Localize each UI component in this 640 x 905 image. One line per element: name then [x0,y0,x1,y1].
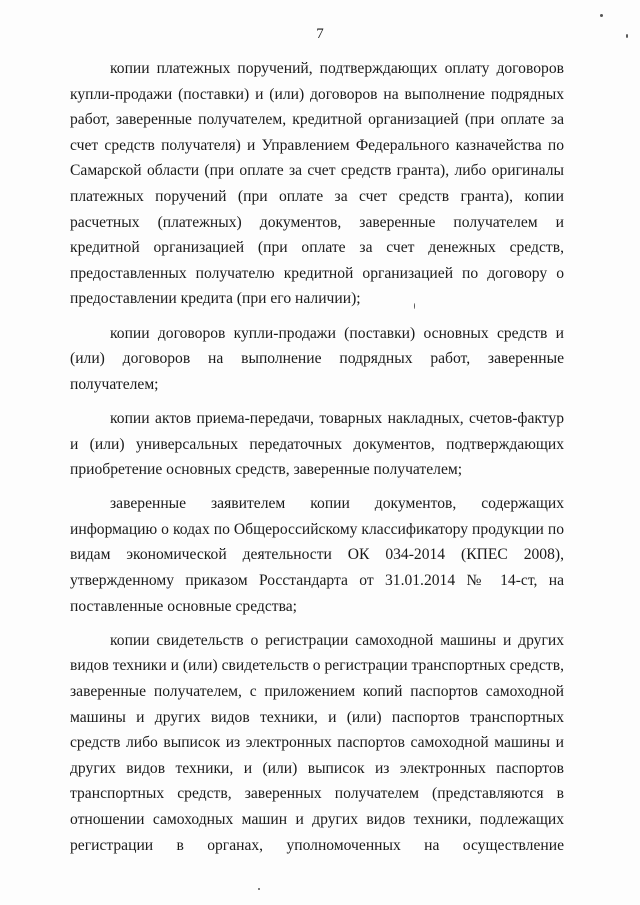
document-body [70,56,564,858]
paragraph-purchase-contracts: копии договоров купли-продажи (поставки) основных средств и (или) договоров на выполнение подрядных работ, заверенные получателем; [70,324,564,393]
paragraph-payment-orders: копии платежных поручений, подтверждающих оплату договоров купли-продажи (поставки) и (или) договоров на выполнение подрядных работ, заверенные получателем, кредитной организацией (при оплате за счет средств получателя) и Управлением Федерального казначейства по Самарской области (при оплате за счет средств гранта), либо оригиналы платежных поручений (при оплате за счет средств гранта), копии расчетных (платежных) документов, заверенные получателем и кредитной организацией (при оплате за счет денежных средств, предоставленных получателю кредитной организацией по договору о предоставлении кредита (при его наличии); [70,60,564,308]
paragraph-registration-certificates: копии свидетельств о регистрации самоходной машины и других видов техники и (или) свидетельств о регистрации транспортных средств, заверенные получателем, с приложением копий паспортов самоходной машины и других видов техники, и (или) паспортов транспортных средств либо выписок из электронных паспортов самоходной машины и других видов техники, и (или) выписок из электронных паспортов транспортных средств, заверенных получателем (представляются в отношении самоходных машин и других видов техники, подлежащих регистрации в органах, уполномоченных на осуществление [70,631,564,854]
page-number: 7 [316,26,324,42]
paragraph-acceptance-acts: копии актов приема-передачи, товарных накладных, счетов-фактур и (или) универсальных передаточных документов, подтверждающих приобретение основных средств, заверенные получателем; [70,409,564,479]
scan-speck [600,14,603,17]
scan-speck [626,34,628,38]
scan-speck [258,888,260,890]
paragraph-classifier-codes: заверенные заявителем копии документов, содержащих информацию о кодах по Общероссийскому классификатору продукции по видам экономической деятельности ОК 034-2014 (КПЕС 2008), утвержденному приказом Росстандарта от 31.01.2014 № 14-ст, на поставленные основные средства; [70,495,564,615]
scan-speck [414,303,415,309]
